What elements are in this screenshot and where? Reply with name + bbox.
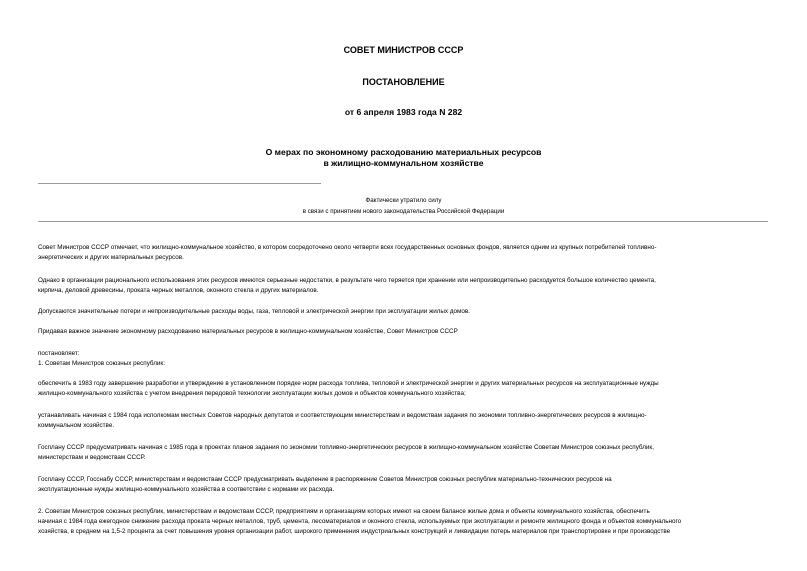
paragraph-11-line-3: хозяйства, в среднем на 1,5-2 процента за счет повышения уровня организации работ, широкого применения индустриальных конструкций и ликвидации потерь материалов при транспортировке и при производстве — [38, 528, 671, 535]
paragraph-8-line-1: устанавливать начиная с 1984 года исполкомам местных Советов народных депутатов и соответствующим министерствам и ведомствам задания по экономии топливно-энергетических ресурсов в жилищно- — [38, 412, 647, 419]
paragraph-11-line-2: начиная с 1984 года ежегодное снижение расхода проката черных металлов, труб, цемента, лесоматериалов и оконного стекла, используемых при эксплуатации и ремонте жилищного фонда и объектов коммунального — [38, 518, 682, 525]
paragraph-7-line-2: жилищно-коммунального хозяйства с учетом внедрения передовой технологии эксплуатации жилых домов и объектов коммунального хозяйства; — [38, 390, 466, 397]
paragraph-3: Допускаются значительные потери и непроизводительные расходы воды, газа, тепловой и электрической энергии при эксплуатации жилых домов. — [38, 308, 470, 315]
paragraph-2-line-2: кирпича, деловой древесины, проката черных металлов, оконного стекла и других материалов. — [38, 287, 319, 294]
paragraph-5: постановляет: — [38, 350, 80, 357]
paragraph-1-line-1: Совет Министров СССР отмечает, что жилищно-коммунальное хозяйство, в котором сосредоточено около четверти всех государственных основных фондов, является одним из крупных потребителей топливно- — [38, 244, 657, 251]
paragraph-11-line-1: 2. Советам Министров союзных республик, министерствам и ведомствам СССР, предприятиям и организациям которых имеют на своем балансе жилые дома и объекты коммунального хозяйства, обеспечить — [38, 508, 650, 515]
date-number-heading: от 6 апреля 1983 года N 282 — [344, 107, 463, 117]
paragraph-9-line-2: министерствам и ведомствам СССР. — [38, 454, 146, 461]
status-note-line-2: в связи с принятием нового законодательства Российской Федерации — [302, 208, 505, 215]
document-title-line-1: О мерах по экономному расходованию материальных ресурсов — [265, 147, 542, 157]
issuer-heading: СОВЕТ МИНИСТРОВ СССР — [343, 45, 464, 55]
paragraph-10-line-1: Госплану СССР, Госснабу СССР, министерствам и ведомствам СССР предусматривать выделение в распоряжение Советов Министров союзных республик материально-технических ресурсов на — [38, 476, 612, 483]
paragraph-2-line-1: Однако в организации рационального использования этих ресурсов имеются серьезные недостатки, в результате чего теряется при хранении или непроизводительно расходуется большое количество цемента, — [38, 277, 656, 284]
divider-short — [38, 183, 321, 184]
document-type-heading: ПОСТАНОВЛЕНИЕ — [362, 77, 445, 87]
paragraph-7-line-1: обеспечить в 1983 году завершение разработки и утверждение в установленном порядке норм расхода топлива, тепловой и электрической энергии и других материальных ресурсов на эксплуатационные нужды — [38, 380, 659, 387]
paragraph-1-line-2: энергетических и других материальных ресурсов. — [38, 254, 184, 261]
divider-long — [38, 221, 768, 222]
paragraph-6: 1. Советам Министров союзных республик: — [38, 360, 165, 367]
paragraph-4: Придавая важное значение экономному расходованию материальных ресурсов в жилищно-коммунальном хозяйстве, Совет Министров СССР — [38, 328, 458, 335]
status-note-line-1: Фактически утратило силу — [365, 197, 442, 204]
document-title-line-2: в жилищно-коммунальном хозяйстве — [323, 158, 484, 168]
document-title — [0, 147, 807, 169]
paragraph-10-line-2: эксплуатационные нужды жилищно-коммунального хозяйства в соответствии с нормами их расхода. — [38, 486, 335, 493]
paragraph-9-line-1: Госплану СССР предусматривать начиная с 1985 года в проектах планов задания по экономии топливно-энергетических ресурсов в жилищно-коммунальном хозяйстве Советам Министров союзных республик, — [38, 444, 654, 451]
paragraph-8-line-2: коммунальном хозяйстве. — [38, 422, 115, 429]
